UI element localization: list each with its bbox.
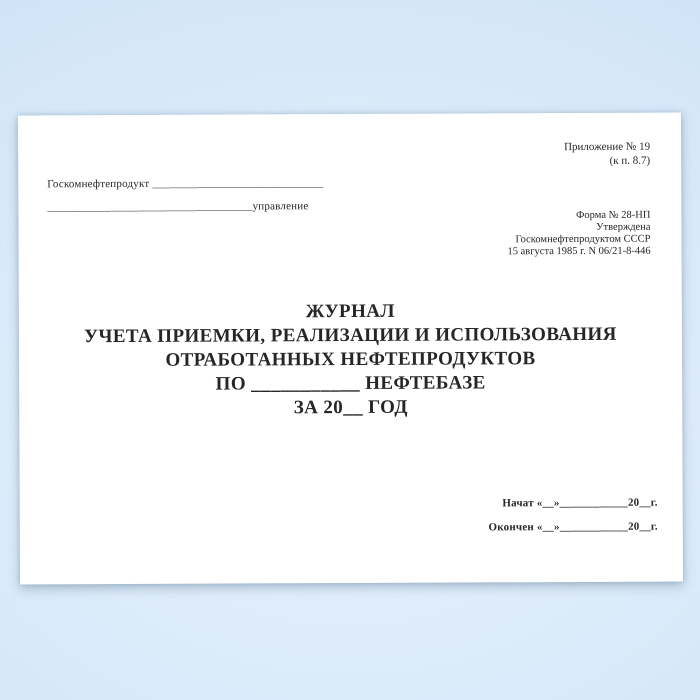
department-line [47, 199, 323, 214]
date-started-line: Начат «__»____________20__г. [502, 496, 658, 510]
journal-cover-page [18, 113, 683, 585]
organization-line [47, 176, 323, 191]
department-label: управление [252, 200, 309, 213]
form-approved: Утверждена [596, 221, 651, 233]
page-title [19, 299, 683, 422]
page-title-line1: ЖУРНАЛ [305, 300, 395, 323]
form-approval-date: 15 августа 1985 г. N 06/21-8-446 [507, 245, 651, 258]
form-authority: Госкомнефтепродуктом СССР [515, 233, 651, 246]
form-number: Форма № 28-НП [576, 209, 651, 222]
appendix-note-line1: Приложение № 19 [564, 140, 651, 154]
page-title-line4: ПО ___________ НЕФТЕБАЗЕ [215, 372, 486, 395]
date-finished-line: Окончен «__»____________20__г. [488, 520, 658, 534]
appendix-note [564, 140, 650, 168]
organization-label: Госкомнефтепродукт [47, 177, 150, 191]
department-blank-line: ____________________________________ [47, 200, 253, 214]
page-title-line3: ОТРАБОТАННЫХ НЕФТЕПРОДУКТОВ [165, 348, 536, 371]
form-approval-block [507, 210, 650, 259]
journal-dates-block [488, 496, 657, 535]
organization-block [47, 176, 323, 214]
appendix-note-line2: (к п. 8.7) [609, 154, 651, 167]
page-title-line5: ЗА 20__ ГОД [293, 396, 408, 419]
organization-blank-line: ______________________________ [152, 177, 324, 190]
page-title-line2: УЧЕТА ПРИЕМКИ, РЕАЛИЗАЦИИ И ИСПОЛЬЗОВАНИЯ [84, 323, 617, 348]
